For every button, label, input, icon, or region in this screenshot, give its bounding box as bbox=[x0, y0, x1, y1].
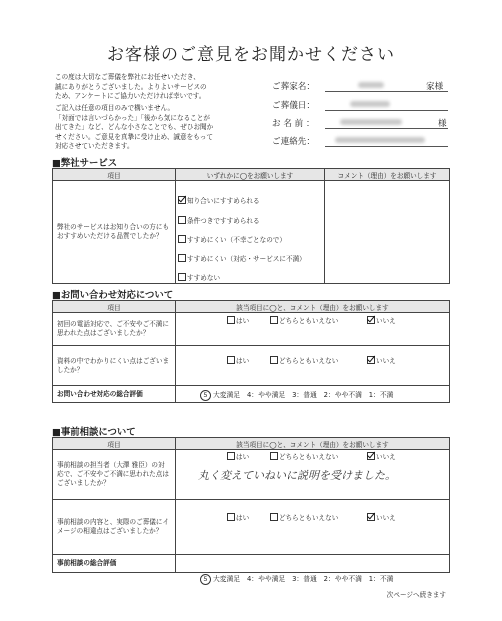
checkbox[interactable] bbox=[270, 513, 278, 521]
inquiry-q1-yes[interactable]: はい bbox=[227, 315, 249, 325]
consultation-question-2: 事前相談の内容と、実際のご葬儀にイメージの相違点はございましたか？ bbox=[53, 500, 176, 555]
redacted-name bbox=[340, 119, 402, 125]
redacted-family-name bbox=[358, 82, 384, 88]
inquiry-q2-neutral[interactable]: どちらともいえない bbox=[270, 355, 338, 365]
col-header-item: 項目 bbox=[53, 301, 176, 313]
checkbox-checked[interactable] bbox=[367, 513, 375, 521]
inquiry-question-2: 資料の中でわかりにくい点はございましたか？ bbox=[53, 346, 176, 386]
intro-paragraph-2: ご記入は任意の項目のみで構いません。 「対面では言いづらかった」「後から気になることが 出てきた」など、どんな小さなことでも、ぜひお聞か せください。ご意見を真摯に受け止め、誠意をもって 対応させていただきます。 bbox=[55, 104, 214, 151]
field-label-contact: ご連絡先： bbox=[272, 137, 315, 147]
checkbox[interactable] bbox=[178, 254, 186, 262]
checkbox[interactable] bbox=[270, 316, 278, 324]
service-question: 弊社のサービスはお知り合いの方にもおすすめいただける品質でしたか？ bbox=[53, 181, 176, 284]
inquiry-q1-neutral[interactable]: どちらともいえない bbox=[270, 315, 338, 325]
service-comment-cell[interactable] bbox=[325, 181, 450, 284]
contact-field[interactable] bbox=[325, 146, 448, 147]
field-label-name: お 名 前 ： bbox=[272, 119, 315, 129]
consult-q1-yes[interactable]: はい bbox=[227, 451, 249, 461]
checkbox[interactable] bbox=[270, 452, 278, 460]
checkbox[interactable] bbox=[270, 356, 278, 364]
col-header-item: 項目 bbox=[53, 438, 176, 450]
consultation-eval-label: 事前相談の総合評価 bbox=[53, 555, 176, 573]
inquiry-q1-no[interactable]: いいえ bbox=[367, 315, 396, 325]
col-header-choice: 該当項目に◯と、コメント（理由）をお願いします bbox=[176, 301, 450, 313]
funeral-date-field[interactable] bbox=[325, 110, 448, 111]
col-header-comment: コメント（理由）をお願いします bbox=[325, 169, 450, 181]
option-hard-misfortune[interactable]: すすめにくい（不幸ごとなので） bbox=[178, 234, 286, 244]
field-label-date: ご葬儀日： bbox=[272, 101, 315, 111]
section-heading-service: ■弊社サービス bbox=[52, 158, 118, 169]
checkbox[interactable] bbox=[178, 235, 186, 243]
consult-q2-neutral[interactable]: どちらともいえない bbox=[270, 512, 338, 522]
inquiry-answer-cell-2[interactable] bbox=[176, 346, 450, 386]
inquiry-q2-no[interactable]: いいえ bbox=[367, 355, 396, 365]
handwritten-comment: 丸く変えていねいに説明を受けました。 bbox=[198, 469, 396, 482]
checkbox-checked[interactable] bbox=[367, 316, 375, 324]
consultation-eval-cell[interactable] bbox=[176, 555, 450, 573]
col-header-choice: いずれかに◯をお願いします bbox=[176, 169, 325, 181]
intro-paragraph-1: この度は大切なご葬儀を弊社にお任せいただき、 誠にありがとうございました。よりよいサービスの ため、アンケートにご協力いただければ幸いです。 bbox=[55, 73, 207, 101]
checkbox[interactable] bbox=[227, 513, 235, 521]
continued-note: 次ページへ続きます bbox=[386, 591, 446, 599]
redacted-contact bbox=[335, 137, 425, 143]
checkbox[interactable] bbox=[178, 273, 186, 281]
redacted-date bbox=[350, 101, 390, 107]
consult-q2-no[interactable]: いいえ bbox=[367, 512, 396, 522]
consultation-eval-scale[interactable]: 5 大変満足 4：やや満足 3：普通 2：やや不満 1：不満 bbox=[200, 573, 393, 585]
checkbox[interactable] bbox=[227, 356, 235, 364]
field-label-family: ご葬家名： bbox=[272, 82, 315, 92]
col-header-choice: 該当項目に◯と、コメント（理由）をお願いします bbox=[176, 438, 450, 450]
option-hard-dissatisfied[interactable]: すすめにくい（対応・サービスに不満） bbox=[178, 253, 306, 263]
consultation-question-1: 事前相談の担当者（大澤 雅臣）の対応で、ご不安やご不満に思われた点はございましたか？ bbox=[53, 450, 176, 500]
consultation-answer-cell-2[interactable] bbox=[176, 500, 450, 555]
name-field[interactable] bbox=[325, 128, 448, 129]
col-header-item: 項目 bbox=[53, 169, 176, 181]
field-suffix-name: 様 bbox=[438, 119, 447, 129]
selected-rating-circle: 5 bbox=[200, 574, 211, 585]
section-heading-inquiry: ■お問い合わせ対応について bbox=[52, 290, 174, 301]
service-table bbox=[52, 168, 450, 284]
inquiry-eval-label: お問い合わせ対応の総合評価 bbox=[53, 386, 176, 403]
inquiry-eval-scale[interactable]: 5 大変満足 4：やや満足 3：普通 2：やや不満 1：不満 bbox=[200, 389, 393, 401]
consult-q1-neutral[interactable]: どちらともいえない bbox=[270, 451, 338, 461]
consult-q1-no[interactable]: いいえ bbox=[367, 451, 396, 461]
selected-rating-circle: 5 bbox=[200, 390, 211, 401]
checkbox[interactable] bbox=[178, 216, 186, 224]
checkbox-checked[interactable] bbox=[367, 452, 375, 460]
inquiry-q2-yes[interactable]: はい bbox=[227, 355, 249, 365]
section-heading-consultation: ■事前相談について bbox=[52, 427, 136, 438]
inquiry-question-1: 初回の電話対応で、ご不安やご不満に思われた点はございましたか？ bbox=[53, 313, 176, 346]
checkbox-checked[interactable] bbox=[367, 356, 375, 364]
consult-q2-yes[interactable]: はい bbox=[227, 512, 249, 522]
option-conditional[interactable]: 条件つきですすめられる bbox=[178, 215, 260, 225]
field-suffix-family: 家様 bbox=[426, 82, 444, 92]
option-not-recommend[interactable]: すすめない bbox=[178, 272, 220, 282]
option-recommend[interactable]: 知り合いにすすめられる bbox=[178, 195, 260, 205]
page-title: お客様のご意見をお聞かせください bbox=[107, 45, 395, 65]
checkbox-checked[interactable] bbox=[178, 196, 186, 204]
checkbox[interactable] bbox=[227, 316, 235, 324]
checkbox[interactable] bbox=[227, 452, 235, 460]
